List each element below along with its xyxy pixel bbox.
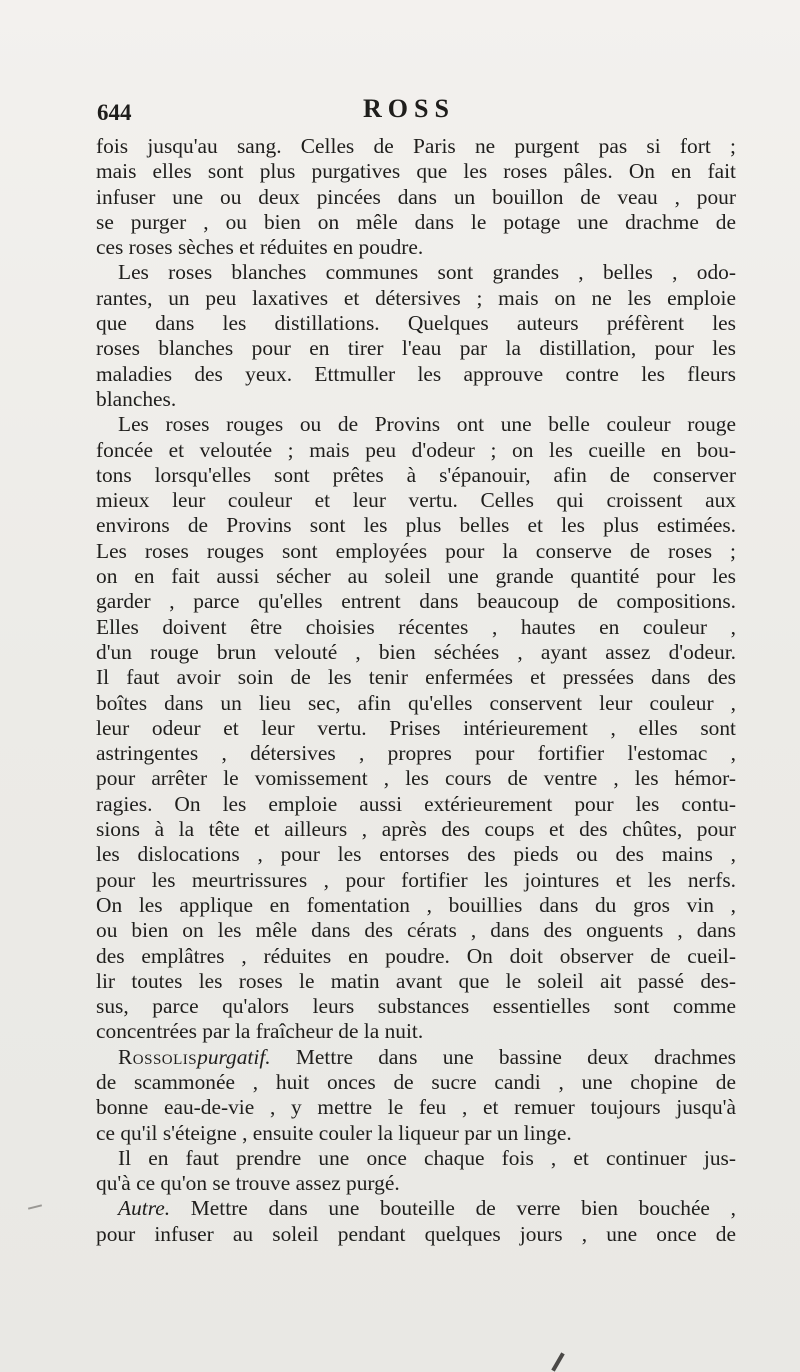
text-line: tons lorsqu'elles sont prêtes à s'épanouir, afin de conserver	[96, 462, 736, 487]
text-line: fois jusqu'au sang. Celles de Paris ne purgent pas si fort ;	[96, 134, 736, 158]
text-line: maladies des yeux. Ettmuller les approuve contre les fleurs	[96, 361, 736, 386]
text-line: sions à la tête et ailleurs , après des coups et des chûtes, pour	[96, 817, 736, 842]
text-line: concentrées par la fraîcheur de la nuit.	[96, 1019, 424, 1044]
text-line: Elles doivent être choisies récentes , hautes en couleur ,	[96, 614, 736, 639]
text-line: qu'à ce qu'on se trouve assez purgé.	[96, 1171, 400, 1196]
text-line: Les roses rouges sont employées pour la conserve de roses ;	[96, 538, 736, 563]
text-line: blanches.	[96, 386, 177, 411]
text-line: foncée et veloutée ; mais peu d'odeur ; on les cueille en bou-	[96, 437, 736, 462]
autre-entry-line	[96, 1196, 736, 1221]
text-line: les dislocations , pour les entorses des pieds ou des mains ,	[96, 842, 736, 867]
text-line: se purger , ou bien on mêle dans le potage une drachme de	[96, 209, 736, 234]
text-line: lir toutes les roses le matin avant que le soleil ait passé des-	[96, 968, 736, 993]
autre-label: Autre.	[118, 1196, 171, 1221]
text-line: des emplâtres , réduites en poudre. On doit observer de cueil-	[96, 943, 736, 968]
text-line: leur odeur et leur vertu. Prises intérieurement , elles sont	[96, 715, 736, 740]
text-line: mais elles sont plus purgatives que les roses pâles. On en fait	[96, 159, 736, 184]
text-line: pour arrêter le vomissement , les cours de ventre , les hémor-	[96, 766, 736, 791]
text-line: d'un rouge brun velouté , bien séchées , ayant assez d'odeur.	[96, 639, 736, 664]
text-line: mieux leur couleur et leur vertu. Celles qui croissent aux	[96, 488, 736, 513]
text-line: On les applique en fomentation , bouillies dans du gros vin ,	[96, 892, 736, 917]
text-line: que dans les distillations. Quelques auteurs préfèrent les	[96, 311, 736, 336]
entry-text: Mettre dans une bassine deux drachmes	[270, 1044, 736, 1069]
page-header	[97, 94, 737, 134]
text-line: ragies. On les emploie aussi extérieurement pour les contu-	[96, 791, 736, 816]
text-line: ou bien on les mêle dans des cérats , dans des onguents , dans	[96, 918, 736, 943]
text-line: bonne eau-de-vie , y mettre le feu , et remuer toujours jusqu'à	[96, 1095, 736, 1120]
text-line: astringentes , détersives , propres pour fortifier l'estomac ,	[96, 741, 736, 766]
text-line: on en fait aussi sécher au soleil une grande quantité pour les	[96, 564, 736, 589]
rossolis-entry-line	[96, 1045, 736, 1070]
entry-term-italic: purgatif.	[197, 1044, 271, 1069]
text-line: roses blanches pour en tirer l'eau par la distillation, pour les	[96, 336, 736, 361]
text-line: ce qu'il s'éteigne , ensuite couler la liqueur par un linge.	[96, 1120, 572, 1145]
text-line: Les roses rouges ou de Provins ont une belle couleur rouge	[118, 412, 736, 437]
text-line: sus, parce qu'alors leurs substances essentielles sont comme	[96, 994, 736, 1019]
text-line: boîtes dans un lieu sec, afin qu'elles conservent leur couleur ,	[96, 690, 736, 715]
running-head: ROSS	[363, 94, 455, 123]
body-text	[96, 134, 736, 1247]
text-line: infuser une ou deux pincées dans un bouillon de veau , pour	[96, 184, 736, 209]
text-line: Il en faut prendre une once chaque fois , et continuer jus-	[118, 1145, 736, 1170]
text-line: de scammonée , huit onces de sucre candi , une chopine de	[96, 1069, 736, 1094]
text-line: garder , parce qu'elles entrent dans beaucoup de compositions.	[96, 589, 736, 614]
text-line: Il faut avoir soin de les tenir enfermées et pressées dans des	[96, 665, 736, 690]
entry-term: Rossolis	[118, 1044, 198, 1069]
text-line: Les roses blanches communes sont grandes , belles , odo-	[118, 260, 736, 285]
page-number: 644	[97, 100, 132, 125]
text-line: rantes, un peu laxatives et détersives ; mais on ne les emploie	[96, 285, 736, 310]
text-line: pour infuser au soleil pendant quelques jours , une once de	[96, 1221, 736, 1246]
entry-text: Mettre dans une bouteille de verre bien bouchée ,	[170, 1196, 736, 1221]
text-line: pour les meurtrissures , pour fortifier les jointures et les nerfs.	[96, 867, 736, 892]
pencil-mark	[551, 1352, 564, 1371]
text-line: environs de Provins sont les plus belles et les plus estimées.	[96, 513, 736, 538]
text-line: ces roses sèches et réduites en poudre.	[96, 235, 424, 260]
margin-mark	[28, 1204, 42, 1209]
